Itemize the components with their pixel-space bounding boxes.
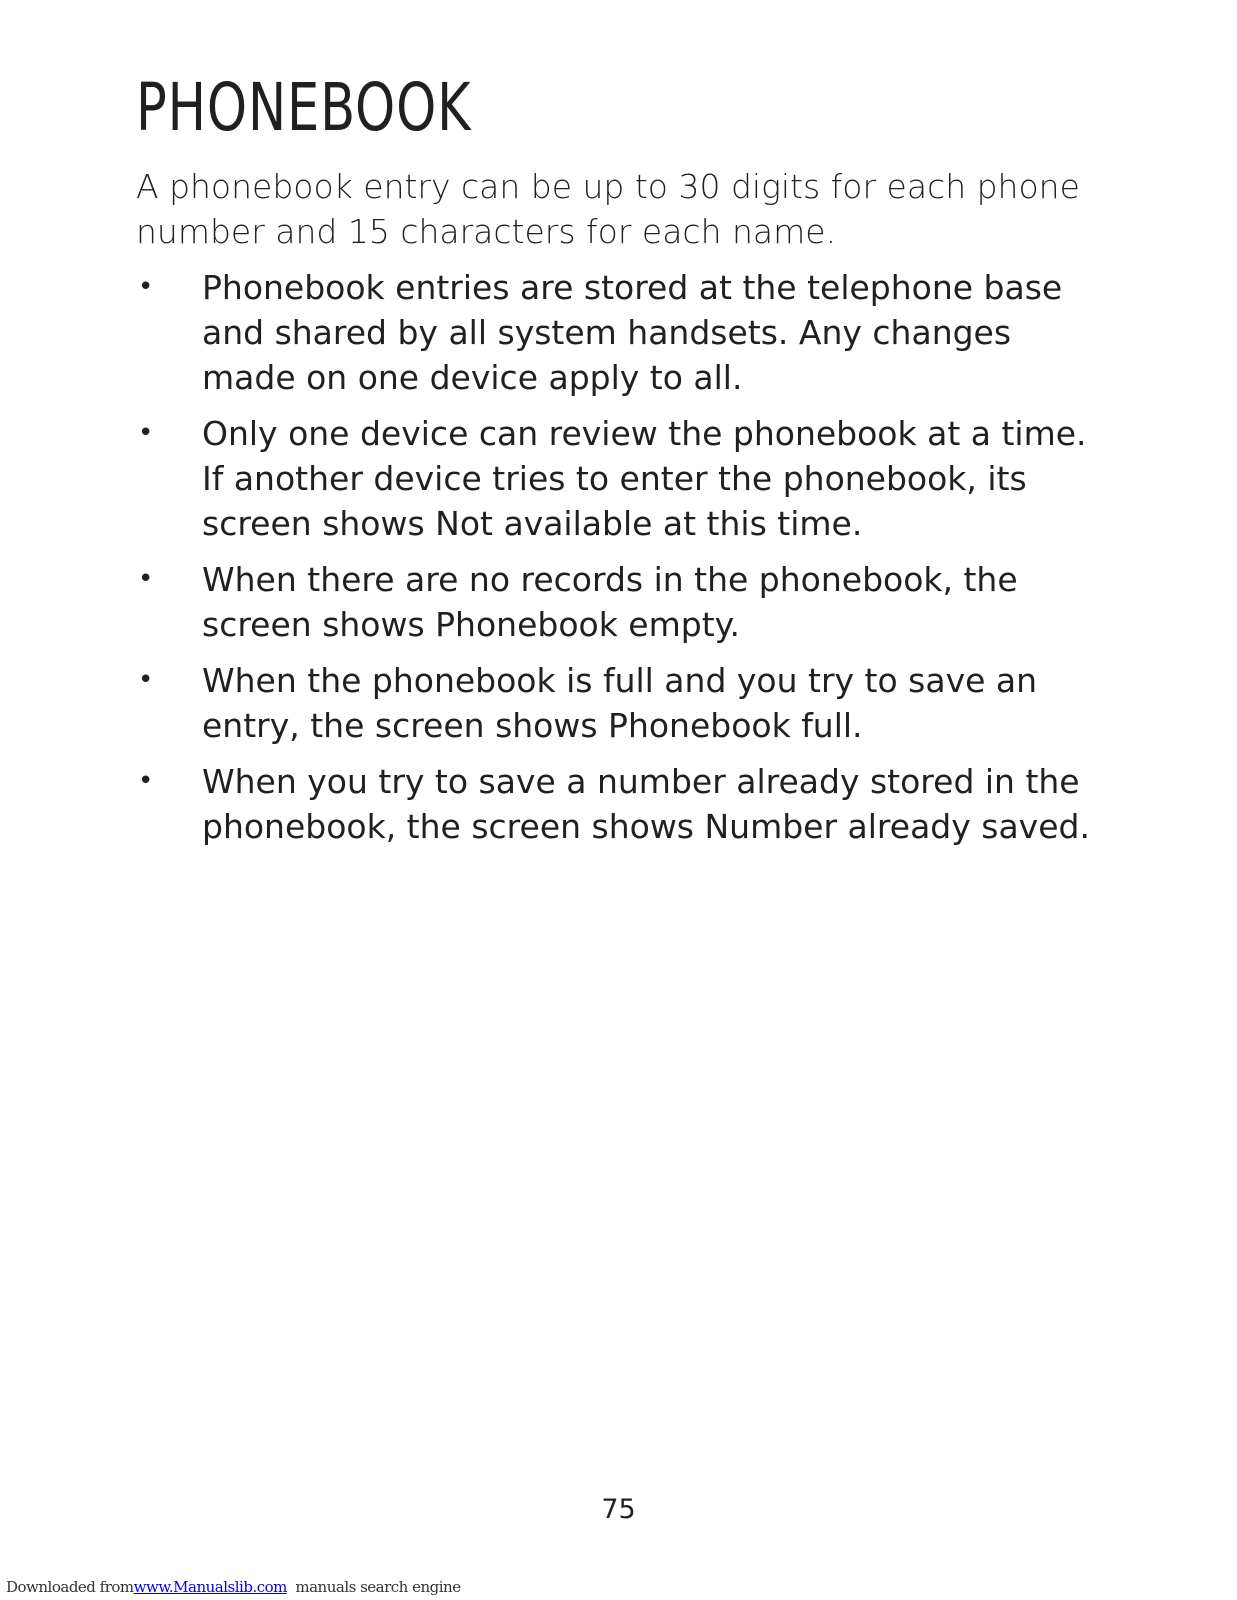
bullet-icon: •	[138, 418, 154, 448]
list-item-text: When there are no records in the phonebook, the screen shows Phonebook empty.	[202, 560, 1018, 644]
page-number: 75	[601, 1494, 636, 1525]
list-item-text: When the phonebook is full and you try to save an entry, the screen shows Phonebook full.	[202, 661, 1038, 745]
list-item-text: Phonebook entries are stored at the telephone base and shared by all system handsets. Any changes made on one device apply to all.	[202, 268, 1063, 397]
list-item	[136, 658, 1096, 748]
list-item-text: When you try to save a number already stored in the phonebook, the screen shows Number already saved.	[202, 762, 1090, 846]
manualslib-link[interactable]: www.Manualslib.com	[133, 1578, 287, 1596]
bullet-icon: •	[138, 272, 154, 302]
intro-paragraph: A phonebook entry can be up to 30 digits for each phone number and 15 characters for each name.	[136, 167, 1080, 251]
footer-suffix: manuals search engine	[295, 1578, 461, 1596]
bullet-icon: •	[138, 766, 154, 796]
footer-prefix: Downloaded from	[6, 1578, 134, 1596]
list-item-text: Only one device can review the phonebook at a time. If another device tries to enter the phonebook, its screen shows Not available at this time.	[202, 414, 1087, 543]
list-item	[136, 759, 1096, 849]
bullet-list	[136, 265, 1096, 860]
page-title: PHONEBOOK	[136, 69, 472, 146]
list-item	[136, 557, 1096, 647]
list-item	[136, 265, 1096, 400]
bullet-icon: •	[138, 564, 154, 594]
list-item	[136, 411, 1096, 546]
download-footer	[6, 1577, 461, 1597]
bullet-icon: •	[138, 665, 154, 695]
